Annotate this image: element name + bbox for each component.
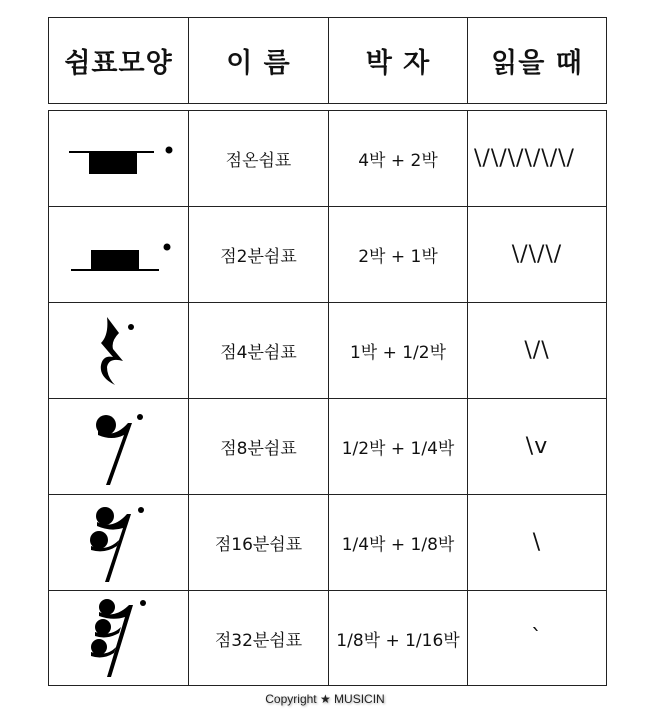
table-row	[49, 303, 606, 399]
rest-reading: \/\/\/\/\/\/	[474, 146, 575, 171]
rest-name: 점온쉼표	[189, 111, 329, 206]
dotted-whole-rest-icon	[49, 111, 189, 206]
header-shape: 쉼표모양	[49, 18, 189, 103]
table-row	[49, 591, 606, 685]
rest-reading: ˋ	[531, 625, 543, 651]
rest-beats: 1/8박 + 1/16박	[329, 591, 468, 685]
rest-name: 점16분쉼표	[189, 495, 329, 590]
rest-reading: \/\	[524, 338, 550, 363]
table-row	[49, 399, 606, 495]
dotted-sixteenth-rest-icon	[49, 495, 189, 590]
rest-reading: \/\/\/	[511, 242, 563, 267]
rest-table	[48, 110, 607, 686]
rest-beats: 1/4박 + 1/8박	[329, 495, 468, 590]
rest-name: 점2분쉼표	[189, 207, 329, 302]
rest-beats: 2박 + 1박	[329, 207, 468, 302]
rest-beats: 1박 + 1/2박	[329, 303, 468, 398]
rest-reading: \v	[525, 434, 549, 459]
copyright-text: Copyright ★ MUSICIN	[265, 692, 385, 706]
rest-name: 점4분쉼표	[189, 303, 329, 398]
dotted-thirty-second-rest-icon	[49, 591, 189, 685]
dotted-half-rest-icon	[49, 207, 189, 302]
header-beats: 박 자	[329, 18, 468, 103]
table-row	[49, 207, 606, 303]
rest-beats: 4박 + 2박	[329, 111, 468, 206]
table-row	[49, 495, 606, 591]
rest-name: 점32분쉼표	[189, 591, 329, 685]
header-name: 이 름	[189, 18, 329, 103]
rest-beats: 1/2박 + 1/4박	[329, 399, 468, 494]
dotted-eighth-rest-icon	[49, 399, 189, 494]
rest-name: 점8분쉼표	[189, 399, 329, 494]
header-reading: 읽을 때	[491, 48, 583, 79]
dotted-quarter-rest-icon	[49, 303, 189, 398]
table-row	[49, 111, 606, 207]
rest-reading: \	[532, 530, 542, 555]
table-header	[48, 17, 607, 104]
